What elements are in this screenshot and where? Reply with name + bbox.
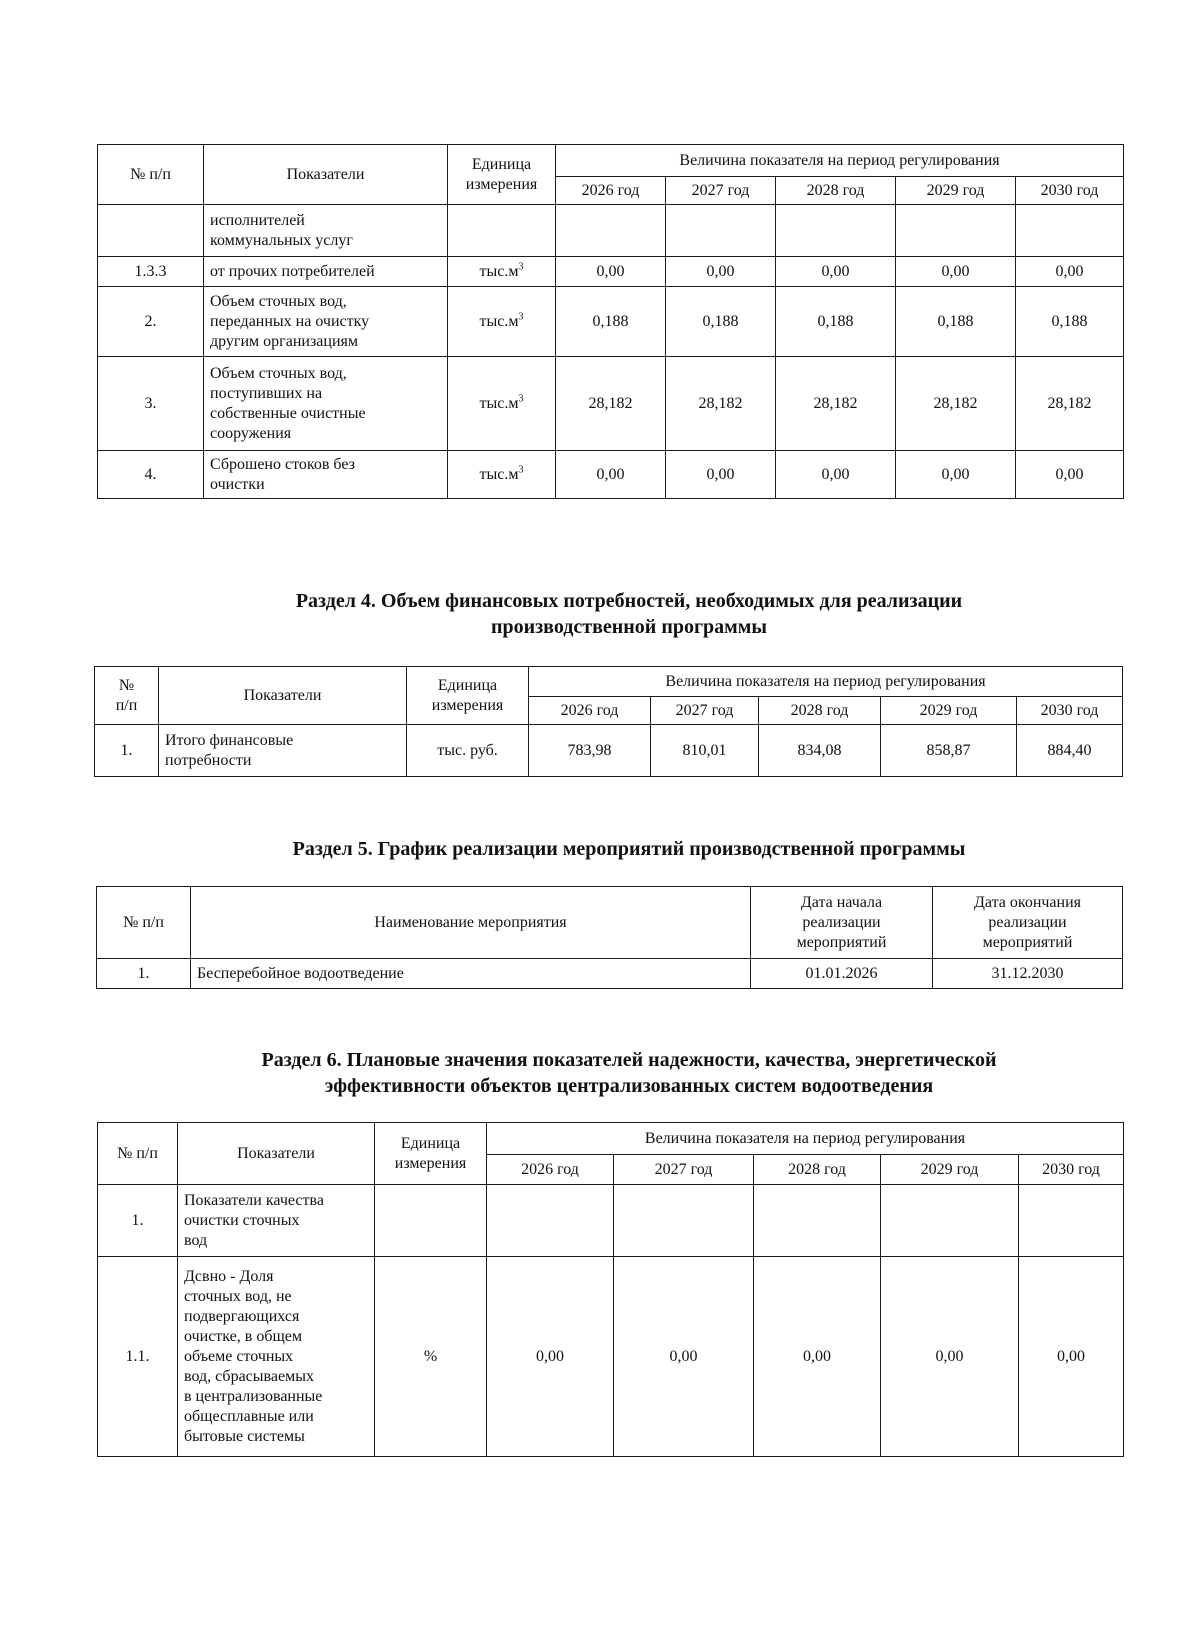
col-header-period: Величина показателя на период регулирования [487,1123,1124,1155]
col-header-start-date: Дата начала реализации мероприятий [751,887,933,959]
value-cell: 0,188 [556,287,666,357]
value-cell: 783,98 [529,725,651,777]
col-header-num: № п/п [98,145,204,205]
row-unit: $тыс.м^3$ [448,357,556,451]
value-cell [487,1185,614,1257]
table-row [95,725,1123,777]
table-row [98,451,1124,499]
year-header: 2029 год [881,697,1017,725]
value-cell: 0,00 [776,257,896,287]
col-header-unit: Единица измерения [375,1123,487,1185]
year-header: 2029 год [896,177,1016,205]
financial-needs-table [94,666,1123,777]
year-header: 2026 год [529,697,651,725]
row-number: 4. [98,451,204,499]
value-cell [776,205,896,257]
reliability-indicators-table [97,1122,1124,1457]
value-cell [614,1185,754,1257]
row-unit: % [375,1257,487,1457]
year-header: 2027 год [666,177,776,205]
row-number: 1. [95,725,159,777]
row-number: 1. [97,959,191,989]
section5-title: Раздел 5. График реализации мероприятий производственной программы [292,838,966,860]
table-row [98,257,1124,287]
value-cell: 28,182 [776,357,896,451]
year-header: 2026 год [556,177,666,205]
value-cell: 0,00 [896,451,1016,499]
value-cell: 0,188 [776,287,896,357]
value-cell: 858,87 [881,725,1017,777]
value-cell: 28,182 [896,357,1016,451]
table-row [98,205,1124,257]
value-cell: 0,00 [1016,257,1124,287]
table-row [98,287,1124,357]
row-number: 1.1. [98,1257,178,1457]
row-number: 1.3.3 [98,257,204,287]
year-header: 2028 год [776,177,896,205]
value-cell: 810,01 [651,725,759,777]
table-row [98,1185,1124,1257]
row-start-date: 01.01.2026 [751,959,933,989]
water-volume-table [97,144,1124,499]
col-header-period: Величина показателя на период регулирования [556,145,1124,177]
value-cell: 28,182 [556,357,666,451]
row-indicator: Объем сточных вод, переданных на очистку другим организациям [204,287,448,357]
row-end-date: 31.12.2030 [933,959,1123,989]
row-number [98,205,204,257]
value-cell: 28,182 [666,357,776,451]
value-cell: 0,00 [556,451,666,499]
col-header-unit: Единица измерения [407,667,529,725]
col-header-indicator: Показатели [204,145,448,205]
row-unit: тыс. руб. [407,725,529,777]
value-cell: 0,00 [666,257,776,287]
col-header-indicator: Показатели [159,667,407,725]
year-header: 2030 год [1016,177,1124,205]
schedule-table [96,886,1123,989]
value-cell: 0,00 [487,1257,614,1457]
row-number: 2. [98,287,204,357]
value-cell: 0,00 [754,1257,881,1457]
row-unit: $тыс.м^3$ [448,257,556,287]
value-cell [896,205,1016,257]
value-cell: 884,40 [1017,725,1123,777]
value-cell: 0,00 [666,451,776,499]
row-number: 3. [98,357,204,451]
row-measure-name: Бесперебойное водоотведение [191,959,751,989]
row-indicator: Дсвно - Доля сточных вод, не подвергающихся очистке, в общем объеме сточных вод, сбрасываемых в централизованные общесплавные или бытовые системы [178,1257,375,1457]
value-cell: 0,00 [881,1257,1019,1457]
year-header: 2030 год [1017,697,1123,725]
value-cell [881,1185,1019,1257]
year-header: 2026 год [487,1155,614,1185]
year-header: 2028 год [759,697,881,725]
value-cell [754,1185,881,1257]
value-cell: 0,00 [1019,1257,1124,1457]
value-cell: 28,182 [1016,357,1124,451]
row-unit [375,1185,487,1257]
row-indicator: исполнителей коммунальных услуг [204,205,448,257]
value-cell: 0,00 [896,257,1016,287]
value-cell: 0,188 [1016,287,1124,357]
col-header-num: № п/п [97,887,191,959]
row-unit: $тыс.м^3$ [448,287,556,357]
value-cell [1016,205,1124,257]
year-header: 2030 год [1019,1155,1124,1185]
value-cell [1019,1185,1124,1257]
value-cell: 0,00 [556,257,666,287]
row-unit: $тыс.м^3$ [448,451,556,499]
col-header-unit: Единица измерения [448,145,556,205]
table-row [98,357,1124,451]
table-row [98,1257,1124,1457]
value-cell: 0,00 [776,451,896,499]
section4-title: Раздел 4. Объем финансовых потребностей, необходимых для реализации производственной программы [295,590,963,638]
col-header-period: Величина показателя на период регулирования [529,667,1123,697]
col-header-num: № п/п [98,1123,178,1185]
row-number: 1. [98,1185,178,1257]
row-indicator: от прочих потребителей [204,257,448,287]
row-indicator: Показатели качества очистки сточных вод [178,1185,375,1257]
value-cell: 834,08 [759,725,881,777]
year-header: 2027 год [651,697,759,725]
row-indicator: Итого финансовые потребности [159,725,407,777]
year-header: 2028 год [754,1155,881,1185]
value-cell: 0,188 [896,287,1016,357]
year-header: 2029 год [881,1155,1019,1185]
col-header-num: № п/п [95,667,159,725]
row-indicator: Сброшено стоков без очистки [204,451,448,499]
row-unit [448,205,556,257]
value-cell [556,205,666,257]
col-header-end-date: Дата окончания реализации мероприятий [933,887,1123,959]
value-cell [666,205,776,257]
col-header-indicator: Показатели [178,1123,375,1185]
value-cell: 0,00 [614,1257,754,1457]
col-header-name: Наименование мероприятия [191,887,751,959]
year-header: 2027 год [614,1155,754,1185]
value-cell: 0,188 [666,287,776,357]
section6-title: Раздел 6. Плановые значения показателей надежности, качества, энергетической эффективности объектов централизованных систем водоотведения [261,1049,997,1097]
table-row [97,959,1123,989]
row-indicator: Объем сточных вод, поступивших на собственные очистные сооружения [204,357,448,451]
value-cell: 0,00 [1016,451,1124,499]
